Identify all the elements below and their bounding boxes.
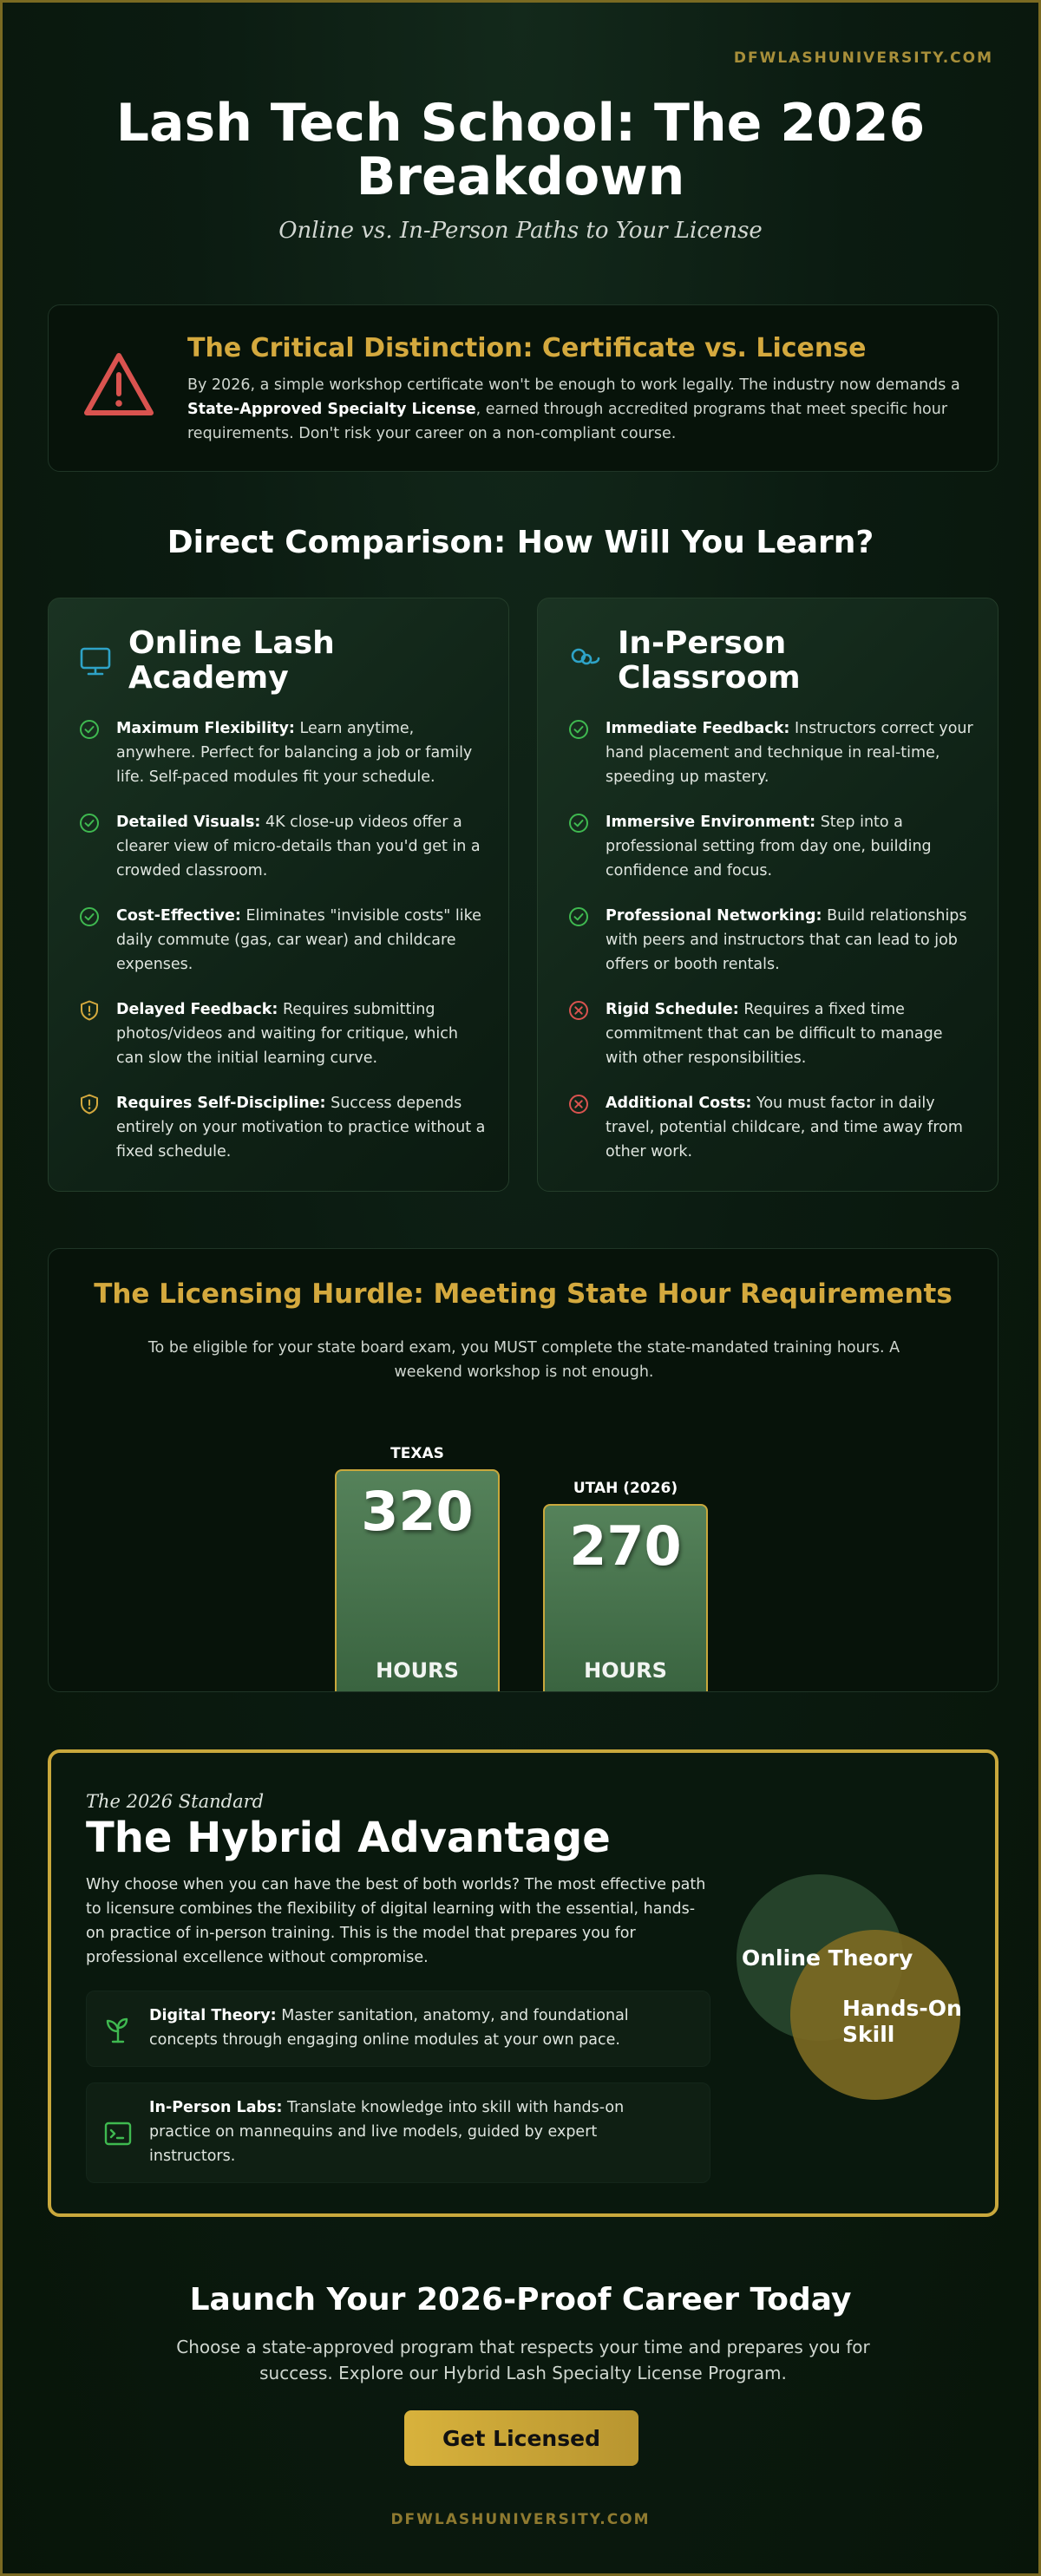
- hands-on-skill-label: [842, 1996, 962, 2048]
- callout-title: The Critical Distinction: Certificate vs. License: [187, 333, 867, 363]
- feature-description: 4K close-up videos offer a clearer view of micro-details than you'd get in a crowded classroom.: [116, 814, 481, 879]
- online-card-title-line2: Academy: [128, 660, 289, 696]
- get-licensed-button[interactable]: Get Licensed: [404, 2410, 638, 2466]
- hurdle-title: The Licensing Hurdle: Meeting State Hour Requirements: [94, 1278, 953, 1310]
- check-circle-icon: [567, 906, 590, 928]
- hybrid-text: Why choose when you can have the best of both worlds? The most effective path to licensure combines the flexibility of digital learning with the essential, hands-on practice of in-person training. This is the model that prepares you for professional excellence without compromise.: [86, 1876, 706, 1966]
- hybrid-kicker: The 2026 Standard: [86, 1791, 265, 1812]
- callout-text-bold: State-Approved Specialty License: [187, 401, 476, 418]
- feature-label: Delayed Feedback:: [116, 1001, 278, 1018]
- feature-description: Build relationships with peers and instructors that can lead to job offers or booth rentals.: [606, 907, 967, 973]
- feature-label: Requires Self-Discipline:: [116, 1095, 326, 1112]
- x-circle-icon: [567, 999, 590, 1022]
- feature-label: Detailed Visuals:: [116, 814, 261, 831]
- hours-bar: [543, 1504, 708, 1691]
- feature-text: [116, 810, 489, 883]
- certificate-vs-license-callout: [48, 304, 998, 472]
- feature-text: [606, 1091, 979, 1164]
- hybrid-item-description: Master sanitation, anatomy, and foundational concepts through engaging online modules at your own pace.: [149, 2007, 629, 2049]
- feature-label: Rigid Schedule:: [606, 1001, 739, 1018]
- page-title: [3, 93, 1038, 207]
- bar-value-label: 270: [569, 1514, 682, 1578]
- online-theory-label: Online Theory: [742, 1945, 913, 1971]
- online-card-title-line1: Online Lash: [128, 625, 335, 661]
- online-academy-card: [48, 598, 509, 1192]
- hands-on-skill-label-line1: Hands-On: [842, 1996, 962, 2021]
- feature-description: Requires submitting photos/videos and waiting for critique, which can slow the initial learning curve.: [116, 1001, 458, 1067]
- feature-description: Requires a fixed time commitment that can be difficult to manage with other responsibilities.: [606, 1001, 943, 1067]
- feature-text: [606, 997, 979, 1070]
- callout-text-part: , earned through accredited programs that meet specific hour requirements. Don't risk your career on a non-compliant course.: [187, 401, 948, 442]
- cta-text: Choose a state-approved program that respects your time and prepares you for success. Explore our Hybrid Lash Specialty License Program.: [176, 2337, 870, 2383]
- check-circle-icon: [567, 718, 590, 741]
- hands-on-skill-label-line2: Skill: [842, 2022, 895, 2047]
- feature-description: Learn anytime, anywhere. Perfect for balancing a job or family life. Self-paced modules fit your schedule.: [116, 720, 473, 786]
- check-circle-icon: [567, 812, 590, 834]
- hybrid-item-label: In-Person Labs:: [149, 2099, 283, 2116]
- check-circle-icon: [78, 718, 101, 741]
- chat-bubbles-icon: [567, 644, 602, 678]
- bar-unit-label: HOURS: [584, 1658, 667, 1683]
- state-hours-bar-chart: [335, 1419, 713, 1691]
- in-person-card-title: [618, 626, 982, 696]
- hurdle-text: To be eligible for your state board exam, you MUST complete the state-mandated training hours. A weekend workshop is not enough.: [147, 1339, 900, 1381]
- page-subtitle: Online vs. In-Person Paths to Your License: [278, 218, 763, 244]
- feature-label: Immediate Feedback:: [606, 720, 790, 737]
- feature-description: Success depends entirely on your motivation to practice without a fixed schedule.: [116, 1095, 486, 1161]
- feature-label: Cost-Effective:: [116, 907, 241, 925]
- caution-shield-icon: [78, 1093, 101, 1115]
- bar-value-label: 320: [361, 1480, 474, 1543]
- in-person-classroom-card: [537, 598, 998, 1192]
- monitor-icon: [78, 644, 113, 678]
- feature-text: [116, 716, 489, 789]
- in-person-card-title-line1: In-Person: [618, 625, 787, 661]
- bar-category-label: UTAH (2026): [573, 1480, 678, 1497]
- in-person-labs-item: [86, 2082, 710, 2183]
- digital-theory-item: [86, 1991, 710, 2067]
- hybrid-item-label: Digital Theory:: [149, 2007, 277, 2024]
- feature-label: Maximum Flexibility:: [116, 720, 295, 737]
- sprout-icon: [102, 2014, 134, 2045]
- feature-description: Step into a professional setting from day one, building confidence and focus.: [606, 814, 932, 879]
- bar-category-label: TEXAS: [390, 1445, 444, 1462]
- check-circle-icon: [78, 812, 101, 834]
- terminal-icon: [102, 2118, 134, 2149]
- hours-bar: [335, 1469, 500, 1691]
- online-card-title: [128, 626, 493, 696]
- hybrid-item-description: Translate knowledge into skill with hands-on practice on mannequins and live models, guided by expert instructors.: [149, 2099, 625, 2165]
- feature-text: [116, 1091, 489, 1164]
- feature-text: [606, 810, 979, 883]
- hybrid-item-text: [149, 2004, 678, 2052]
- caution-shield-icon: [78, 999, 101, 1022]
- brand-url-bottom[interactable]: DFWLASHUNIVERSITY.COM: [390, 2511, 651, 2528]
- page-title-line1: Lash Tech School: The 2026: [115, 93, 926, 154]
- feature-label: Additional Costs:: [606, 1095, 752, 1112]
- brand-url-top[interactable]: DFWLASHUNIVERSITY.COM: [733, 49, 993, 67]
- cta-title: Launch Your 2026-Proof Career Today: [189, 2282, 852, 2318]
- feature-description: Instructors correct your hand placement and technique in real-time, speeding up mastery.: [606, 720, 973, 786]
- hybrid-advantage-section: [48, 1749, 998, 2217]
- feature-description: You must factor in daily travel, potential childcare, and time away from other work.: [606, 1095, 963, 1161]
- callout-text: [187, 373, 968, 446]
- in-person-card-title-line2: Classroom: [618, 660, 801, 696]
- hybrid-title: The Hybrid Advantage: [86, 1814, 611, 1862]
- warning-triangle-icon: [82, 350, 156, 420]
- licensing-hurdle-section: [48, 1248, 998, 1692]
- feature-text: [116, 904, 489, 977]
- check-circle-icon: [78, 906, 101, 928]
- hybrid-venn-diagram: [737, 1866, 971, 2100]
- bar-unit-label: HOURS: [376, 1658, 459, 1683]
- feature-text: [606, 716, 979, 789]
- feature-description: Eliminates "invisible costs" like daily commute (gas, car wear) and childcare expenses.: [116, 907, 481, 973]
- page-title-line2: Breakdown: [356, 147, 685, 207]
- feature-label: Professional Networking:: [606, 907, 822, 925]
- hybrid-item-text: [149, 2095, 678, 2168]
- comparison-title: Direct Comparison: How Will You Learn?: [167, 525, 874, 560]
- feature-label: Immersive Environment:: [606, 814, 816, 831]
- callout-text-part: By 2026, a simple workshop certificate won't be enough to work legally. The industry now demands a: [187, 376, 960, 394]
- feature-text: [116, 997, 489, 1070]
- feature-text: [606, 904, 979, 977]
- x-circle-icon: [567, 1093, 590, 1115]
